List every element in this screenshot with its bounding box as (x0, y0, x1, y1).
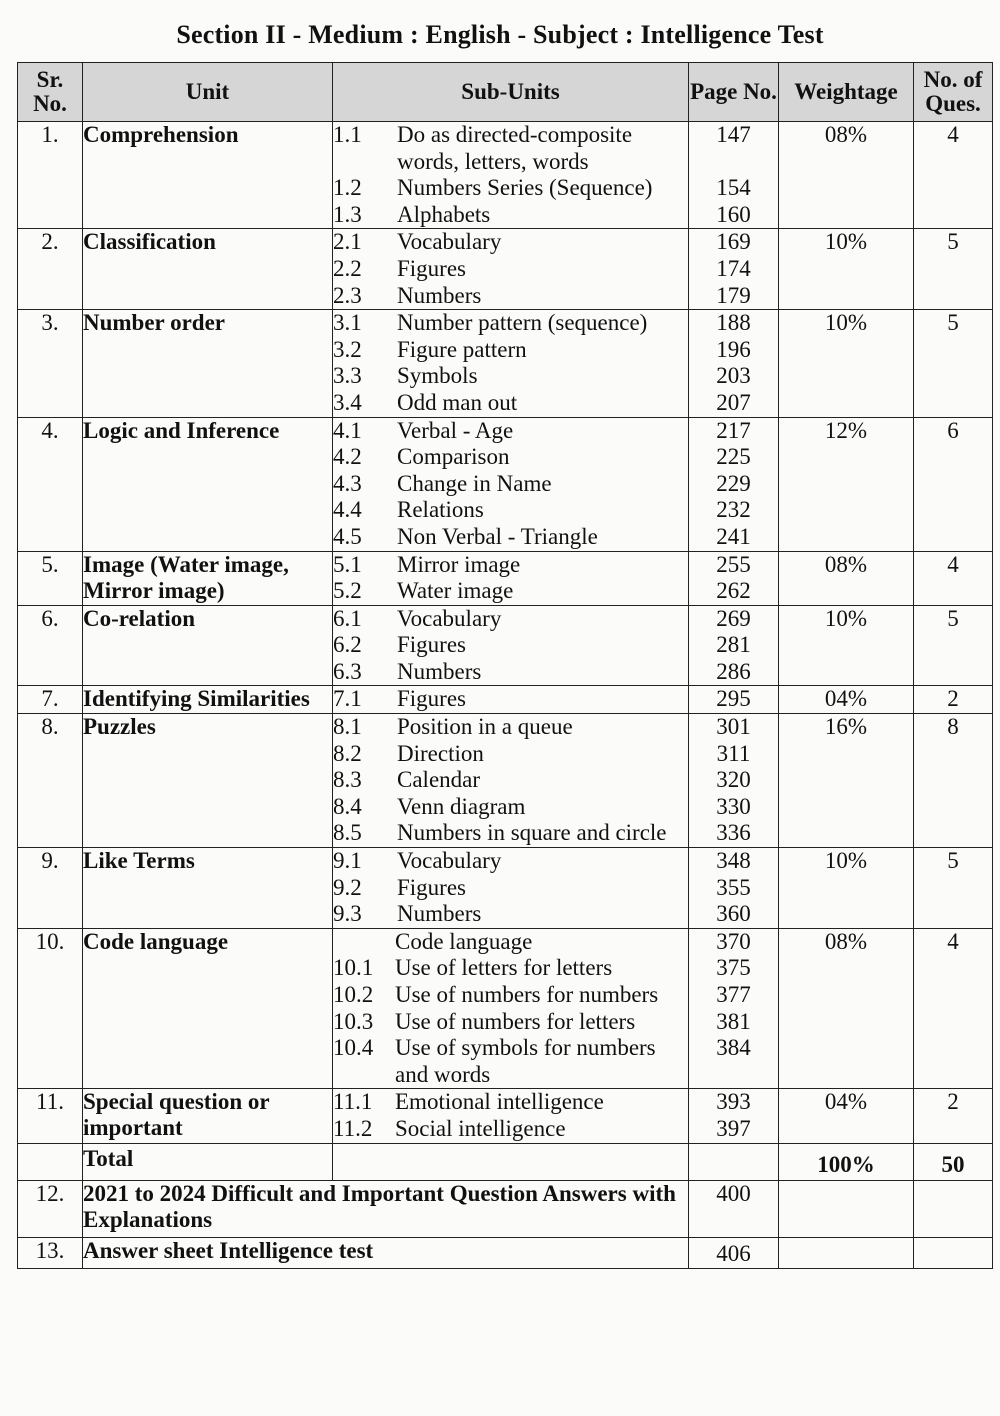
sub-unit-text: Odd man out (397, 389, 518, 415)
sub-unit-number: 2.2 (333, 255, 362, 281)
sub-unit-text: Emotional intelligence (395, 1089, 604, 1115)
unit-cell: Comprehension (83, 122, 333, 229)
page-no-cell (689, 928, 779, 1089)
sub-unit-line (333, 1009, 688, 1036)
sub-units-cell (333, 686, 689, 714)
sub-unit-text: Figure pattern (397, 336, 527, 362)
sr-no-cell: 5. (18, 551, 83, 605)
sub-unit-line (333, 1035, 688, 1088)
sub-unit-line (333, 632, 688, 659)
no-of-ques-cell: 4 (914, 122, 993, 229)
no-of-ques-cell: 5 (914, 229, 993, 310)
sub-unit-line (333, 714, 688, 741)
sr-no-cell: 1. (18, 122, 83, 229)
page-number: 269 (716, 605, 751, 631)
sub-unit-line (333, 741, 688, 768)
page-number: 377 (716, 982, 751, 1007)
sub-units-cell (333, 714, 689, 848)
page-number: 196 (716, 336, 751, 362)
sub-unit-text: Vocabulary (397, 848, 502, 874)
page-number: 207 (716, 389, 751, 415)
sub-unit-number: 8.1 (333, 714, 362, 740)
page-no-cell (689, 714, 779, 848)
page-number: 355 (716, 874, 751, 900)
sub-unit-text: Direction (397, 740, 484, 766)
sub-unit-number: 6.2 (333, 632, 362, 658)
page-number: 311 (716, 740, 751, 766)
no-of-ques-cell: 8 (914, 714, 993, 848)
page-number: 154 (716, 175, 751, 201)
sub-unit-line (333, 1116, 688, 1143)
header-unit: Unit (83, 63, 333, 122)
sub-units-cell (333, 310, 689, 417)
sub-unit-text: Non Verbal - Triangle (397, 523, 598, 549)
header-page-no: Page No. (689, 63, 779, 122)
extra-text-cell: Answer sheet Intelligence test (83, 1237, 689, 1268)
sr-no-cell: 13. (18, 1237, 83, 1268)
table-header-row (18, 63, 993, 122)
page-no-cell (689, 417, 779, 551)
sub-unit-line (333, 418, 688, 445)
sub-unit-number: 5.2 (333, 578, 362, 604)
sub-unit-line (333, 794, 688, 821)
page-number: 160 (716, 201, 751, 227)
table-row (18, 122, 993, 229)
sub-units-cell (333, 551, 689, 605)
sub-unit-text: Figures (397, 686, 466, 712)
page-number: 225 (716, 444, 751, 470)
page-no-cell: 406 (689, 1237, 779, 1268)
unit-cell: Image (Water image, Mirror image) (83, 551, 333, 605)
table-row (18, 714, 993, 848)
page-no-cell (689, 848, 779, 929)
sub-unit-number: 6.1 (333, 605, 362, 631)
no-of-ques-cell (914, 1180, 993, 1237)
sub-unit-text: Calendar (397, 767, 481, 793)
weightage-cell: 12% (779, 417, 914, 551)
sub-unit-text: Vocabulary (397, 229, 502, 255)
sr-no-cell: 9. (18, 848, 83, 929)
page-number: 147 (716, 122, 751, 147)
sub-unit-line (333, 390, 688, 417)
sub-unit-line (333, 175, 688, 202)
extra-text-cell: 2021 to 2024 Difficult and Important Question Answers with Explanations (83, 1180, 689, 1237)
sub-unit-text: Vocabulary (397, 605, 502, 631)
sr-no-cell: 12. (18, 1180, 83, 1237)
page-no-cell (689, 686, 779, 714)
table-row (18, 551, 993, 605)
no-of-ques-cell (914, 1237, 993, 1268)
page-number: 203 (716, 363, 751, 389)
sub-unit-line (333, 229, 688, 256)
table-row (18, 1089, 993, 1143)
weightage-cell: 16% (779, 714, 914, 848)
sub-unit-text: Verbal - Age (397, 417, 514, 443)
page-no-cell (689, 551, 779, 605)
page-number: 381 (716, 1008, 751, 1034)
sub-unit-text: Water image (397, 578, 514, 604)
sub-unit-text: Code language (395, 928, 533, 954)
table-row (18, 848, 993, 929)
header-no-of-ques: No. of Ques. (914, 63, 993, 122)
sub-unit-text: Social intelligence (395, 1115, 566, 1141)
sub-unit-line (333, 202, 688, 229)
sub-unit-number: 2.1 (333, 229, 362, 255)
unit-cell: Puzzles (83, 714, 333, 848)
sub-units-cell (333, 848, 689, 929)
sub-unit-number: 8.2 (333, 740, 362, 766)
no-of-ques-cell: 4 (914, 551, 993, 605)
total-row (18, 1143, 993, 1180)
sub-unit-text: Numbers Series (Sequence) (397, 175, 653, 201)
page-no-cell (689, 229, 779, 310)
weightage-cell: 04% (779, 1089, 914, 1143)
no-of-ques-cell: 2 (914, 686, 993, 714)
page-number: 348 (716, 848, 751, 874)
no-of-ques-cell: 2 (914, 1089, 993, 1143)
page-no-cell (689, 310, 779, 417)
total-page-cell (689, 1143, 779, 1180)
page-number: 281 (716, 632, 751, 658)
sub-unit-text: Use of letters for letters (395, 955, 613, 981)
page-number: 375 (716, 955, 751, 981)
sub-unit-number: 11.2 (333, 1115, 373, 1141)
sub-unit-line (333, 444, 688, 471)
sub-unit-line (333, 524, 688, 551)
sub-unit-number: 7.1 (333, 686, 362, 712)
sub-unit-line (333, 1089, 688, 1116)
weightage-cell (779, 1180, 914, 1237)
sub-unit-text: Symbols (397, 363, 478, 389)
sr-no-cell: 11. (18, 1089, 83, 1143)
page-number: 360 (716, 901, 751, 927)
unit-cell: Special question or important (83, 1089, 333, 1143)
sub-unit-number: 10.4 (333, 1035, 374, 1061)
sub-unit-number: 9.1 (333, 848, 362, 874)
sub-unit-line (333, 820, 688, 847)
sub-unit-number: 1.2 (333, 175, 362, 201)
sub-unit-number: 11.1 (333, 1089, 373, 1115)
sub-unit-text: Position in a queue (397, 714, 573, 740)
sub-units-cell (333, 122, 689, 229)
sub-unit-text: Change in Name (397, 470, 552, 496)
page-number: 229 (716, 470, 751, 496)
sr-no-cell: 10. (18, 928, 83, 1089)
header-sub-units: Sub-Units (333, 63, 689, 122)
sub-unit-text: Use of numbers for letters (395, 1008, 636, 1034)
sub-unit-text: Use of symbols for numbers and words (395, 1035, 656, 1087)
sub-unit-number (333, 929, 395, 956)
sub-unit-line (333, 497, 688, 524)
sub-unit-line (333, 875, 688, 902)
sub-unit-line (333, 659, 688, 686)
sub-unit-number: 4.1 (333, 417, 362, 443)
weightage-cell: 08% (779, 928, 914, 1089)
unit-cell: Co-relation (83, 605, 333, 686)
sub-unit-number: 8.3 (333, 767, 362, 793)
sub-unit-text: Venn diagram (397, 793, 526, 819)
unit-cell: Logic and Inference (83, 417, 333, 551)
sr-no-cell: 8. (18, 714, 83, 848)
total-label: Total (83, 1143, 333, 1180)
sub-unit-text: Relations (397, 497, 484, 523)
sub-units-cell (333, 417, 689, 551)
page-number: 232 (716, 497, 751, 523)
header-sr-no: Sr. No. (18, 63, 83, 122)
sub-unit-number: 3.3 (333, 363, 362, 389)
sub-unit-text: Do as directed-composite words, letters, words (397, 122, 633, 174)
total-ques: 50 (914, 1143, 993, 1180)
table-row (18, 417, 993, 551)
weightage-cell: 10% (779, 605, 914, 686)
weightage-cell: 10% (779, 848, 914, 929)
no-of-ques-cell: 5 (914, 848, 993, 929)
sub-unit-line (333, 901, 688, 928)
sub-unit-number: 1.1 (333, 122, 362, 147)
page-no-cell (689, 1089, 779, 1143)
sub-unit-number: 6.3 (333, 658, 362, 684)
sub-unit-number: 3.2 (333, 336, 362, 362)
sub-unit-text: Numbers (397, 901, 482, 927)
weightage-cell: 10% (779, 310, 914, 417)
sub-unit-line (333, 256, 688, 283)
total-weightage: 100% (779, 1143, 914, 1180)
sub-unit-line (333, 552, 688, 579)
page-number: 188 (716, 310, 751, 336)
sub-unit-text: Figures (397, 632, 466, 658)
sub-unit-line (333, 578, 688, 605)
table-row (18, 605, 993, 686)
sub-unit-number: 4.4 (333, 497, 362, 523)
table-row (18, 686, 993, 714)
sub-unit-text: Mirror image (397, 551, 521, 577)
unit-cell: Classification (83, 229, 333, 310)
sub-unit-line (333, 471, 688, 498)
sub-unit-number: 10.2 (333, 982, 374, 1007)
sub-unit-number: 1.3 (333, 201, 362, 227)
table-body (18, 122, 993, 1269)
total-sr-cell (18, 1143, 83, 1180)
page-title: Section II - Medium : English - Subject : Intelligence Test (176, 20, 824, 49)
page-number: 179 (716, 282, 751, 308)
no-of-ques-cell: 6 (914, 417, 993, 551)
sub-unit-text: Numbers in square and circle (397, 820, 667, 846)
sub-units-cell (333, 1089, 689, 1143)
sub-unit-number: 10.3 (333, 1008, 374, 1034)
sub-unit-number: 2.3 (333, 282, 362, 308)
page-number: 217 (716, 417, 751, 443)
sr-no-cell: 3. (18, 310, 83, 417)
sub-unit-number: 9.3 (333, 901, 362, 927)
table-row (18, 928, 993, 1089)
page-no-cell (689, 122, 779, 229)
sub-units-cell (333, 928, 689, 1089)
sub-unit-number: 8.4 (333, 793, 362, 819)
page-number: 301 (716, 714, 751, 740)
sub-unit-text: Numbers (397, 658, 482, 684)
sub-unit-line (333, 337, 688, 364)
sub-unit-text: Figures (397, 255, 466, 281)
page-number: 330 (716, 793, 751, 819)
extra-row (18, 1237, 993, 1268)
sr-no-cell: 4. (18, 417, 83, 551)
header-weightage: Weightage (779, 63, 914, 122)
page-number: 384 (716, 1035, 751, 1061)
no-of-ques-cell: 5 (914, 605, 993, 686)
sub-unit-text: Number pattern (sequence) (397, 310, 648, 336)
weightage-cell: 08% (779, 122, 914, 229)
sub-unit-text: Alphabets (397, 201, 491, 227)
sub-unit-line (333, 606, 688, 633)
sub-units-cell (333, 229, 689, 310)
page-number: 174 (716, 255, 751, 281)
page-no-cell (689, 605, 779, 686)
unit-cell: Code language (83, 928, 333, 1089)
sr-no-cell: 2. (18, 229, 83, 310)
sub-unit-line (333, 929, 688, 956)
page-no-cell: 400 (689, 1180, 779, 1237)
sub-unit-number: 9.2 (333, 874, 362, 900)
weightage-cell: 04% (779, 686, 914, 714)
page-number: 262 (716, 578, 751, 604)
table-row (18, 310, 993, 417)
page-number: 393 (716, 1089, 751, 1115)
sub-unit-number: 4.3 (333, 470, 362, 496)
page-number: 286 (716, 658, 751, 684)
syllabus-table (17, 62, 993, 1269)
sub-unit-number: 4.2 (333, 444, 362, 470)
page-number: 169 (716, 229, 751, 255)
page-number: 295 (716, 686, 751, 712)
sub-unit-number: 5.1 (333, 551, 362, 577)
sub-unit-line (333, 363, 688, 390)
sub-unit-text: Figures (397, 874, 466, 900)
page-number: 370 (716, 928, 751, 954)
sub-unit-number: 4.5 (333, 523, 362, 549)
sr-no-cell: 6. (18, 605, 83, 686)
sub-unit-line (333, 982, 688, 1009)
page-number: 320 (716, 767, 751, 793)
page-number: 255 (716, 551, 751, 577)
sub-units-cell (333, 605, 689, 686)
no-of-ques-cell: 5 (914, 310, 993, 417)
weightage-cell: 10% (779, 229, 914, 310)
page-number: 336 (716, 820, 751, 846)
sub-unit-line (333, 283, 688, 310)
no-of-ques-cell: 4 (914, 928, 993, 1089)
weightage-cell (779, 1237, 914, 1268)
sub-unit-text: Use of numbers for numbers (395, 982, 659, 1007)
spacer (689, 149, 778, 176)
sub-unit-text: Numbers (397, 282, 482, 308)
sub-unit-line (333, 955, 688, 982)
sub-unit-number: 3.1 (333, 310, 362, 336)
sub-unit-line (333, 848, 688, 875)
unit-cell: Number order (83, 310, 333, 417)
sub-unit-line (333, 122, 688, 175)
sub-unit-number: 3.4 (333, 389, 362, 415)
weightage-cell: 08% (779, 551, 914, 605)
page-number: 397 (716, 1115, 751, 1141)
sub-unit-number: 8.5 (333, 820, 362, 846)
sub-unit-line (333, 767, 688, 794)
total-sub-cell (333, 1143, 689, 1180)
extra-row (18, 1180, 993, 1237)
table-row (18, 229, 993, 310)
sub-unit-number: 10.1 (333, 955, 374, 981)
sub-unit-text: Comparison (397, 444, 510, 470)
sr-no-cell: 7. (18, 686, 83, 714)
page-number: 241 (716, 523, 751, 549)
sub-unit-line (333, 686, 688, 713)
unit-cell: Identifying Similarities (83, 686, 333, 714)
unit-cell: Like Terms (83, 848, 333, 929)
sub-unit-line (333, 310, 688, 337)
